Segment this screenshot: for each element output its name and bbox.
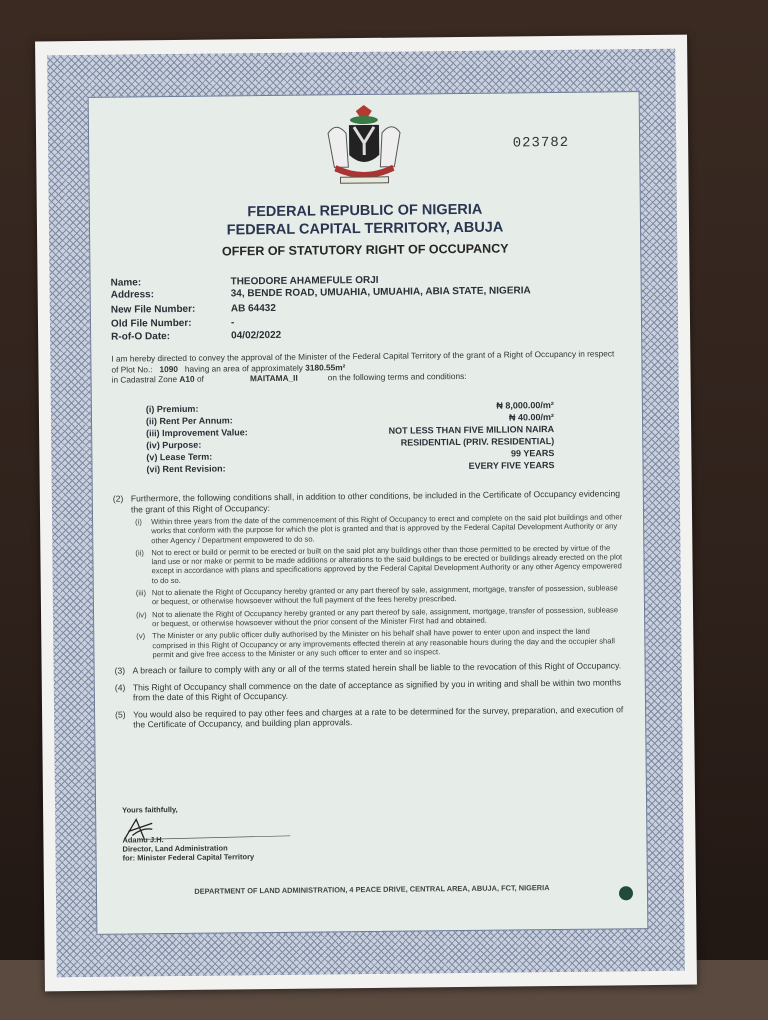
paragraph-2: (2) Furthermore, the following conditions shall, in addition to other conditions, be included in the Certificate of Occupancy evidencing the grant of this Right of Occupancy: — [112, 488, 621, 514]
certificate-body — [88, 91, 649, 935]
intro-paragraph: I am hereby directed to convey the approval of the Minister of the Federal Capital Territory of the grant of a Right of Occupancy in respect of Plot No.: 1090 having an area of approximately 3180.55m² in Cadastral Zone A10 of MAITAMA_II on the following terms and conditions: — [111, 348, 615, 385]
signatory: Adamu J.H. Director, Land Administration for: Minister Federal Capital Territory — [122, 835, 255, 863]
document-title: OFFER OF STATUTORY RIGHT OF OCCUPANCY — [221, 241, 509, 259]
title-territory: FEDERAL CAPITAL TERRITORY, ABUJA — [226, 219, 504, 239]
recipient-fields — [111, 273, 532, 343]
coat-of-arms-icon — [314, 102, 415, 198]
condition-item: (i) Within three years from the date of the commencement of this Right of Occupancy to erect and complete on the said plot buildings and other works that conform with the purpose for which the plot is granted and that is approved by the Federal Capital Development Authority or any other Agency / Department empowered to do so. — [135, 512, 623, 545]
condition-item: (ii) Not to erect or build or permit to be erected or built on the said plot any buildings other than those permitted to be erected by virtue of the land use or nor make or permit to be made additions or alterations to the said buildings to be erected or buildings already erected on the plot except in accordance with plans and specifications approved by the Federal Capital Development Authority or any other Agency empowered to do so. — [135, 543, 623, 586]
closing: Yours faithfully, — [122, 804, 178, 815]
field-old-file: Old File Number: - — [110, 316, 235, 330]
field-rofo-date: R-of-O Date: 04/02/2022 — [111, 329, 282, 343]
certificate-paper — [35, 35, 697, 992]
paragraph-3: (3) A breach or failure to comply with any or all of the terms stated herein shall be liable to the revocation of this Right of Occupancy. — [114, 660, 622, 676]
term-rent-revision: (vi) Rent Revision: EVERY FIVE YEARS — [146, 460, 555, 475]
condition-item: (v) The Minister or any public officer dully authorised by the Minister on his behalf shall have power to enter upon and inspect the land comprised in this Right of Occupancy or any improvements effected therein at any reasonable hours during the day and the occupier shall permit and give free access to the Minister or any such officer to enter and so inspect. — [136, 626, 615, 660]
serial-number: 023782 — [512, 134, 570, 152]
paragraph-4: (4) This Right of Occupancy shall commence on the date of acceptance as signified by you in writing and shall be within two months from the date of this Right of Occupancy. — [114, 676, 622, 703]
conditions — [113, 482, 628, 730]
condition-item: (iv) Not to alienate the Right of Occupancy hereby granted or any part thereof by sale, assignment, mortgage, transfer of possession, sublease or bequest, or otherwise howsoever without the prior consent of the Minister First had and obtained. — [136, 605, 619, 629]
condition-item: (iii) Not to alienate the Right of Occupancy hereby granted or any part thereof by sale, assignment, mortgage, transfer of possession, sublease or bequest, or otherwise howsoever without the full payment of the fees hereby prescribed. — [135, 583, 618, 607]
field-new-file: New File Number: AB 64432 — [110, 302, 276, 316]
footer-address: DEPARTMENT OF LAND ADMINISTRATION, 4 PEACE DRIVE, CENTRAL AREA, ABUJA, FCT, NIGERIA — [194, 883, 550, 896]
term-improvement: (iii) Improvement Value: NOT LESS THAN FIVE MILLION NAIRA — [146, 424, 555, 439]
field-address: Address: 34, BENDE ROAD, UMUAHIA, UMUAHIA, ABIA STATE, NIGERIA — [110, 284, 531, 301]
terms-list — [146, 399, 555, 475]
paragraph-5: (5) You would also be required to pay other fees and charges at a rate to be determined for the survey, preparation, and execution of the Certificate of Occupancy, and building plan approvals. — [115, 703, 624, 730]
title-republic: FEDERAL REPUBLIC OF NIGERIA — [247, 201, 483, 221]
term-premium: (i) Premium: ₦ 8,000.00/m² — [145, 400, 554, 415]
term-lease: (v) Lease Term: 99 YEARS — [146, 448, 555, 463]
term-rent: (ii) Rent Per Annum: ₦ 40.00/m² — [145, 412, 555, 427]
seal-icon — [619, 886, 633, 900]
field-name: Name: THEODORE AHAMEFULE ORJI — [110, 274, 379, 289]
term-purpose: (iv) Purpose: RESIDENTIAL (PRIV. RESIDENTIAL) — [146, 436, 555, 451]
